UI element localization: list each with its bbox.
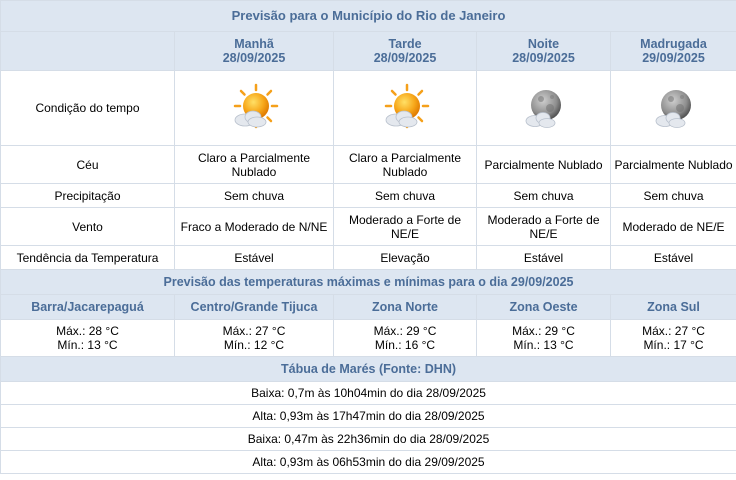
- period-header: [334, 32, 477, 71]
- row-label-vento: Vento: [1, 208, 175, 246]
- sun-cloud-icon: [229, 83, 279, 133]
- period-name: Noite: [527, 37, 560, 51]
- temp-min: Mín.: 17 °C: [643, 338, 704, 352]
- temp-max: Máx.: 29 °C: [512, 324, 575, 338]
- period-name: Tarde: [388, 37, 422, 51]
- zone-temps: [477, 320, 611, 357]
- period-name: Manhã: [234, 37, 274, 51]
- moon-cloud-icon: [519, 83, 569, 133]
- vento-value: Moderado a Forte de NE/E: [334, 208, 477, 246]
- tide-row: Alta: 0,93m às 06h53min do dia 29/09/2025: [1, 451, 736, 474]
- tendencia-value: Estável: [175, 246, 334, 270]
- vento-value: Fraco a Moderado de N/NE: [175, 208, 334, 246]
- vento-value: Moderado de NE/E: [611, 208, 736, 246]
- ceu-value: Parcialmente Nublado: [477, 146, 611, 184]
- vento-value: Moderado a Forte de NE/E: [477, 208, 611, 246]
- zone-temps: [175, 320, 334, 357]
- period-header: [175, 32, 334, 71]
- sun-cloud-icon: [380, 83, 430, 133]
- period-name: Madrugada: [640, 37, 707, 51]
- weather-icon-cell: [334, 71, 477, 146]
- zone-name: Zona Norte: [334, 295, 477, 320]
- period-date: 28/09/2025: [512, 51, 575, 65]
- weather-icon-cell: [175, 71, 334, 146]
- tide-row: Baixa: 0,47m às 22h36min do dia 28/09/2025: [1, 428, 736, 451]
- row-label-precipitacao: Precipitação: [1, 184, 175, 208]
- period-header: [477, 32, 611, 71]
- temps-title: Previsão das temperaturas máximas e mínimas para o dia 29/09/2025: [1, 270, 736, 295]
- tide-row: Baixa: 0,7m às 10h04min do dia 28/09/2025: [1, 382, 736, 405]
- ceu-value: Parcialmente Nublado: [611, 146, 736, 184]
- tendencia-value: Estável: [611, 246, 736, 270]
- row-label-condicao: Condição do tempo: [1, 71, 175, 146]
- temp-max: Máx.: 29 °C: [373, 324, 437, 338]
- zone-name: Zona Oeste: [477, 295, 611, 320]
- moon-cloud-icon: [649, 83, 699, 133]
- zone-temps: [334, 320, 477, 357]
- ceu-value: Claro a Parcialmente Nublado: [334, 146, 477, 184]
- row-label-tendencia: Tendência da Temperatura: [1, 246, 175, 270]
- period-date: 29/09/2025: [642, 51, 705, 65]
- precip-value: Sem chuva: [334, 184, 477, 208]
- temp-min: Mín.: 13 °C: [57, 338, 118, 352]
- precip-value: Sem chuva: [175, 184, 334, 208]
- zone-temps: [1, 320, 175, 357]
- period-header: [611, 32, 736, 71]
- zone-name: Zona Sul: [611, 295, 736, 320]
- weather-icon-cell: [477, 71, 611, 146]
- corner-cell: [1, 32, 175, 71]
- zone-name: Centro/Grande Tijuca: [175, 295, 334, 320]
- period-date: 28/09/2025: [222, 51, 286, 65]
- row-label-ceu: Céu: [1, 146, 175, 184]
- ceu-value: Claro a Parcialmente Nublado: [175, 146, 334, 184]
- zone-temps: [611, 320, 736, 357]
- tides-title: Tábua de Marés (Fonte: DHN): [1, 357, 736, 382]
- precip-value: Sem chuva: [477, 184, 611, 208]
- tendencia-value: Elevação: [334, 246, 477, 270]
- tendencia-value: Estável: [477, 246, 611, 270]
- forecast-title: Previsão para o Município do Rio de Janeiro: [1, 1, 736, 32]
- temp-max: Máx.: 27 °C: [222, 324, 286, 338]
- temp-max: Máx.: 28 °C: [56, 324, 119, 338]
- precip-value: Sem chuva: [611, 184, 736, 208]
- period-date: 28/09/2025: [373, 51, 437, 65]
- temp-min: Mín.: 12 °C: [223, 338, 285, 352]
- weather-icon-cell: [611, 71, 736, 146]
- temp-min: Mín.: 13 °C: [513, 338, 574, 352]
- tide-row: Alta: 0,93m às 17h47min do dia 28/09/2025: [1, 405, 736, 428]
- zone-name: Barra/Jacarepaguá: [1, 295, 175, 320]
- temp-max: Máx.: 27 °C: [642, 324, 705, 338]
- temp-min: Mín.: 16 °C: [374, 338, 436, 352]
